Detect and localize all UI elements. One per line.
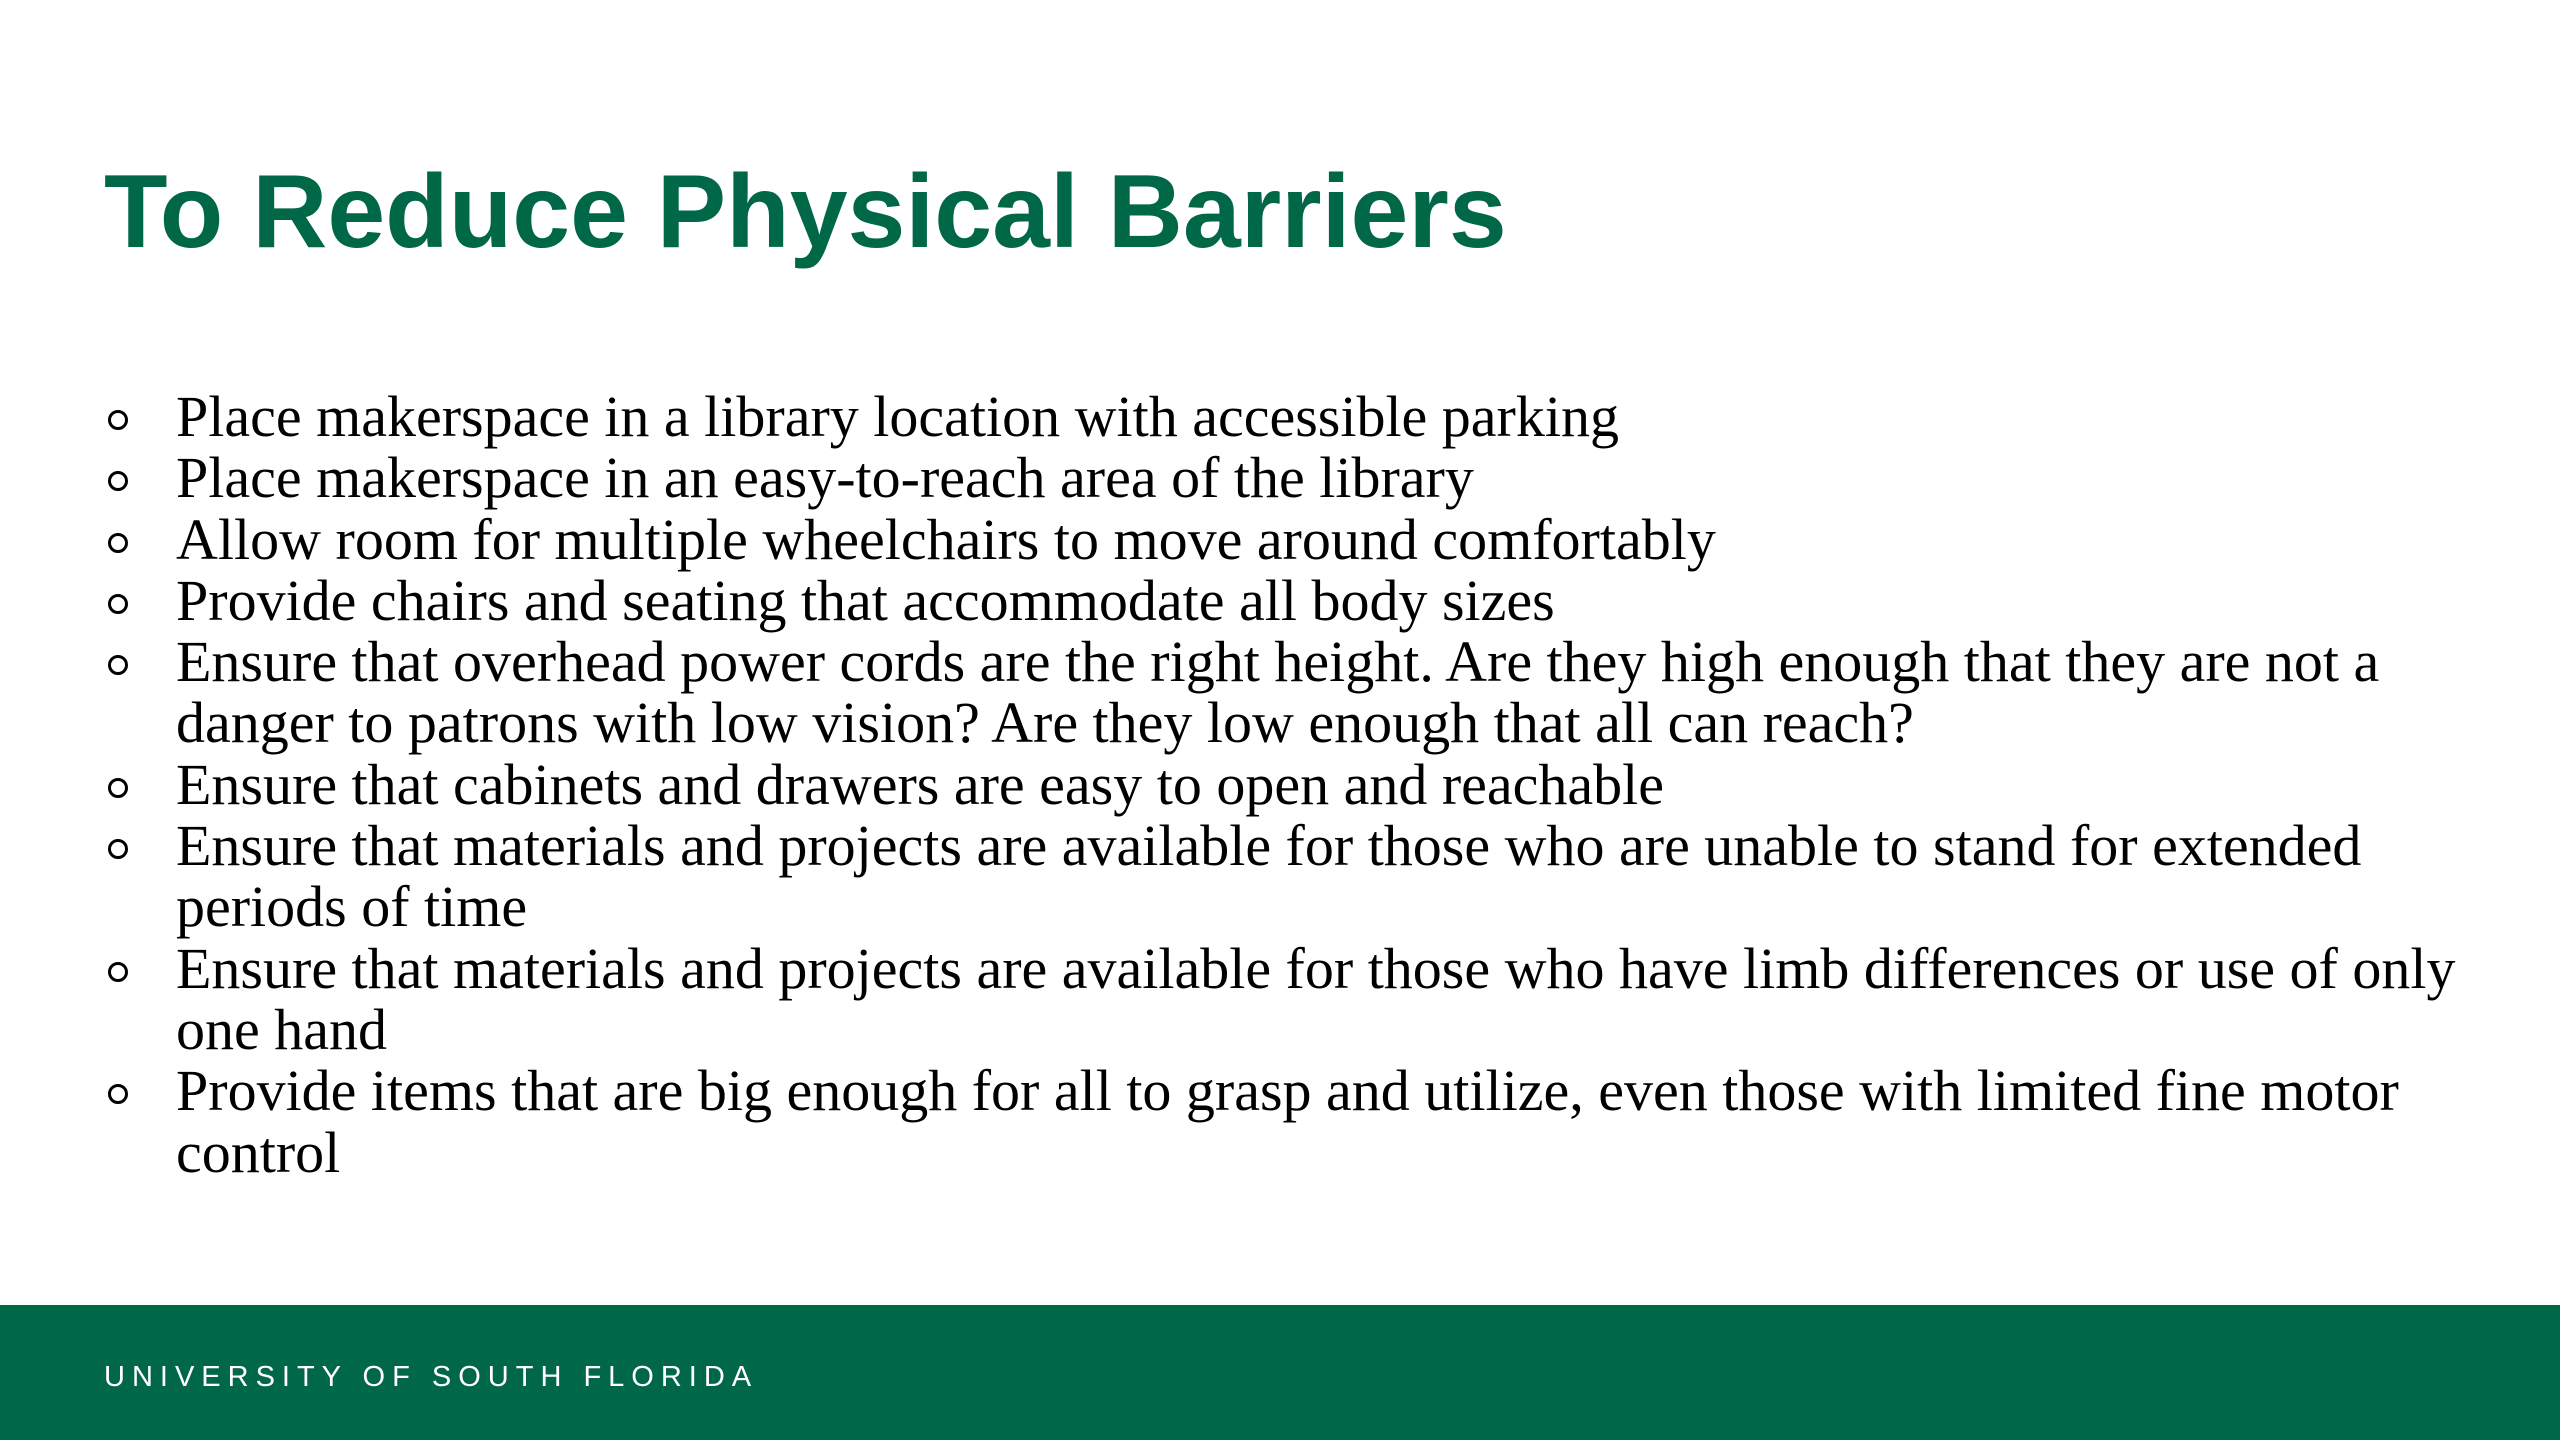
hollow-circle-bullet-icon xyxy=(108,655,128,675)
bullet-text: Place makerspace in an easy-to-reach area of the library xyxy=(176,445,1474,511)
bullet-text: Provide items that are big enough for all to grasp and utilize, even those with limited fine motor control xyxy=(176,1058,2399,1185)
hollow-circle-bullet-icon xyxy=(108,1084,128,1104)
bullet-text: Ensure that materials and projects are available for those who are unable to stand for extended periods of time xyxy=(176,813,2362,940)
hollow-circle-bullet-icon xyxy=(108,839,128,859)
hollow-circle-bullet-icon xyxy=(108,533,128,553)
list-item xyxy=(104,1060,2504,1183)
list-item xyxy=(104,445,2504,511)
slide-title: To Reduce Physical Barriers xyxy=(104,154,1507,270)
list-item xyxy=(104,935,2504,1062)
list-item xyxy=(104,751,2504,817)
list-item xyxy=(104,506,2504,572)
footer-bar xyxy=(0,1305,2560,1440)
list-item xyxy=(104,386,2504,447)
hollow-circle-bullet-icon xyxy=(108,778,128,798)
bullet-text: Ensure that cabinets and drawers are easy to open and reachable xyxy=(176,751,1664,817)
university-wordmark: UNIVERSITY OF SOUTH FLORIDA xyxy=(104,1361,759,1393)
hollow-circle-bullet-icon xyxy=(108,471,128,491)
bullet-text: Ensure that materials and projects are available for those who have limb differences or use of only one hand xyxy=(176,935,2456,1062)
hollow-circle-bullet-icon xyxy=(108,410,128,430)
bullet-text: Ensure that overhead power cords are the right height. Are they high enough that they are not a danger to patrons with low vision? Are they low enough that all can reach? xyxy=(176,629,2380,756)
hollow-circle-bullet-icon xyxy=(108,594,128,614)
bullet-text: Allow room for multiple wheelchairs to move around comfortably xyxy=(176,506,1716,572)
bullet-text: Provide chairs and seating that accommodate all body sizes xyxy=(176,567,1555,633)
list-item xyxy=(104,567,2504,633)
bullet-list xyxy=(104,386,2504,1183)
list-item xyxy=(104,815,2504,938)
hollow-circle-bullet-icon xyxy=(108,962,128,982)
bullet-text: Place makerspace in a library location with accessible parking xyxy=(176,384,1619,449)
list-item xyxy=(104,631,2504,754)
